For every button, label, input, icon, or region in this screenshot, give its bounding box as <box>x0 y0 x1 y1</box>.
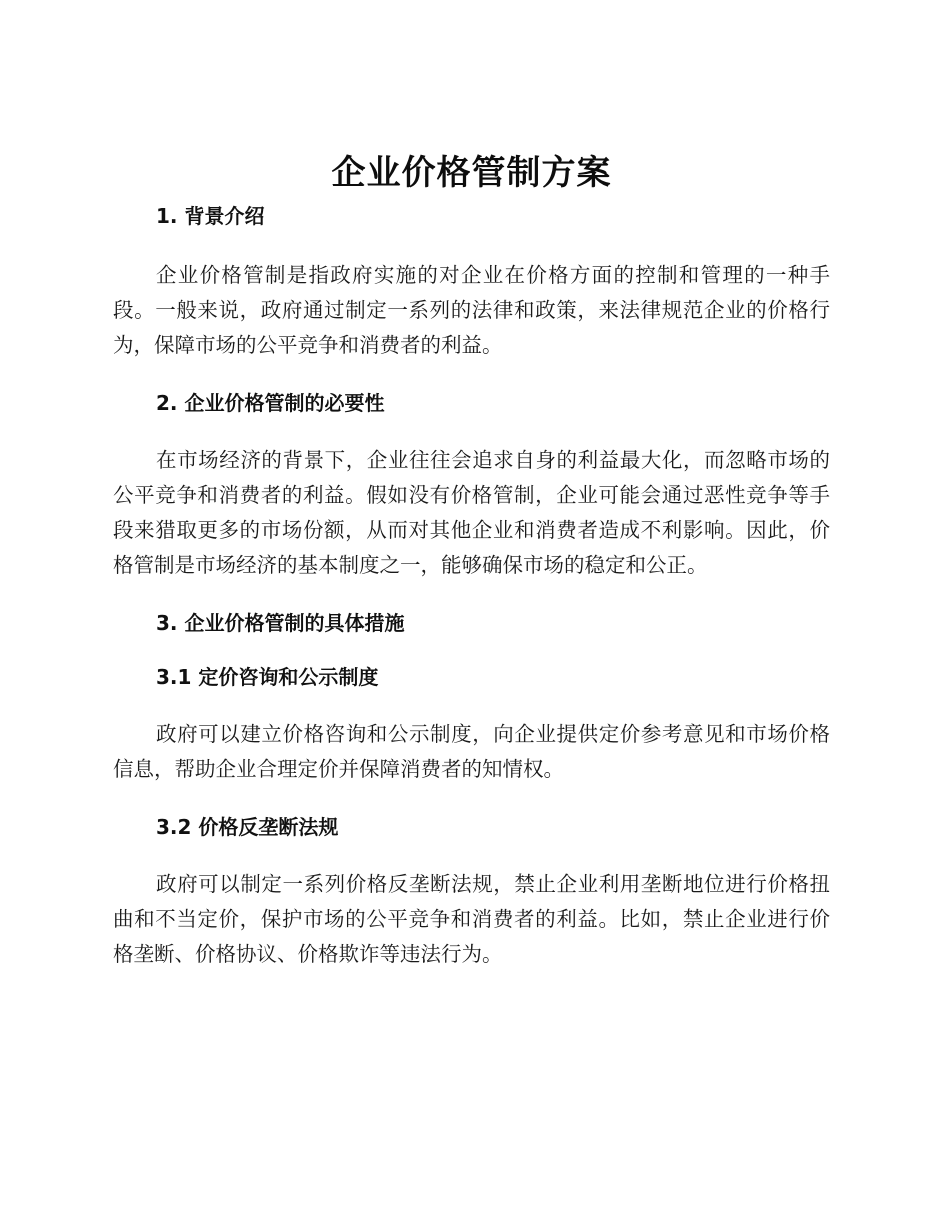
subsection-paragraph-pricing-consultation: 政府可以建立价格咨询和公示制度，向企业提供定价参考意见和市场价格信息，帮助企业合理定价并保障消费者的知情权。 <box>113 722 830 781</box>
section-heading-background: 1. 背景介绍 <box>156 204 265 228</box>
section-heading-measures: 3. 企业价格管制的具体措施 <box>156 611 405 635</box>
section-heading-necessity: 2. 企业价格管制的必要性 <box>156 391 385 415</box>
document-title: 企业价格管制方案 <box>331 153 612 193</box>
document-page <box>113 150 830 972</box>
subsection-heading-antitrust: 3.2 价格反垄断法规 <box>156 815 339 839</box>
subsection-paragraph-antitrust: 政府可以制定一系列价格反垄断法规，禁止企业利用垄断地位进行价格扭曲和不当定价，保护市场的公平竞争和消费者的利益。比如，禁止企业进行价格垄断、价格协议、价格欺诈等违法行为。 <box>113 872 830 966</box>
section-paragraph-background: 企业价格管制是指政府实施的对企业在价格方面的控制和管理的一种手段。一般来说，政府通过制定一系列的法律和政策，来法律规范企业的价格行为，保障市场的公平竞争和消费者的利益。 <box>113 263 830 357</box>
section-paragraph-necessity: 在市场经济的背景下，企业往往会追求自身的利益最大化，而忽略市场的公平竞争和消费者的利益。假如没有价格管制，企业可能会通过恶性竞争等手段来猎取更多的市场份额，从而对其他企业和消费者造成不利影响。因此，价格管制是市场经济的基本制度之一，能够确保市场的稳定和公正。 <box>113 448 830 577</box>
subsection-heading-pricing-consultation: 3.1 定价咨询和公示制度 <box>156 665 379 689</box>
